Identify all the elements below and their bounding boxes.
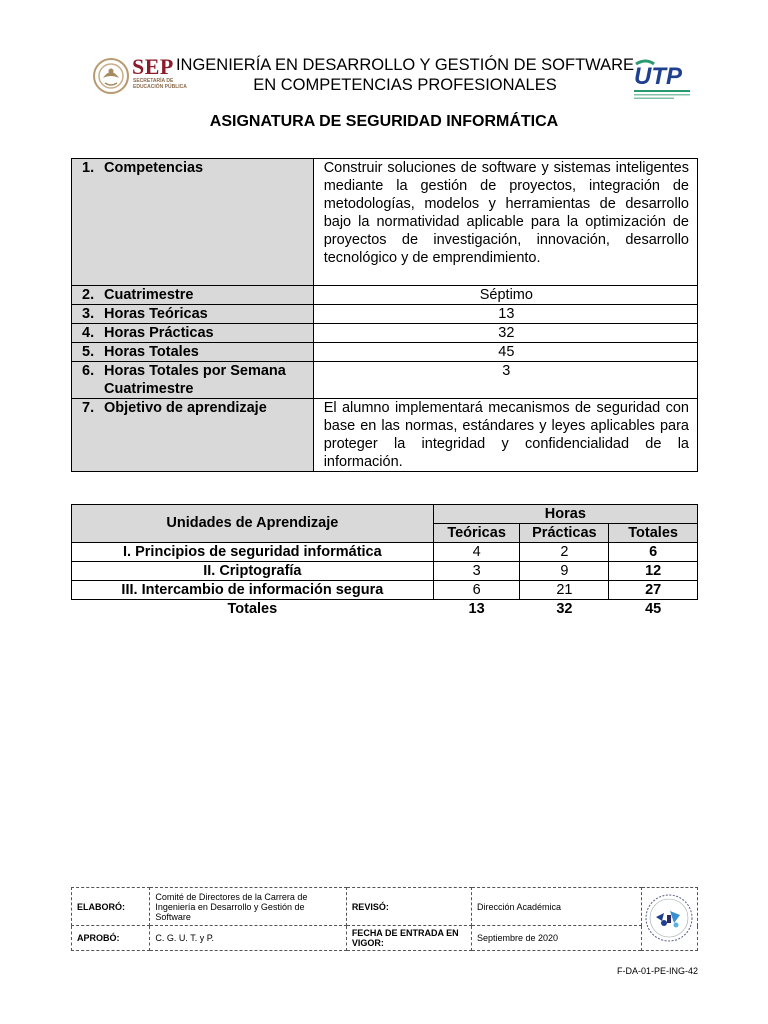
unit-practicas: 2 xyxy=(520,543,609,562)
aprobo-value: C. G. U. T. y P. xyxy=(150,926,346,951)
unit-totales: 12 xyxy=(609,562,698,581)
unit-name: III. Intercambio de información segura xyxy=(72,581,434,600)
program-title-line2: EN COMPETENCIAS PROFESIONALES xyxy=(253,76,557,94)
unit-name: II. Criptografía xyxy=(72,562,434,581)
unit-teoricas: 3 xyxy=(433,562,520,581)
totales-header: Totales xyxy=(609,524,698,543)
horas-teoricas-label xyxy=(72,305,314,324)
table-row xyxy=(72,159,698,286)
item-number: 1. xyxy=(82,160,95,176)
sep-logo-text: SEP xyxy=(132,54,174,79)
subject-info-table xyxy=(71,158,698,472)
cuatrimestre-label xyxy=(72,286,314,305)
unit-totales: 6 xyxy=(609,543,698,562)
program-title xyxy=(160,55,650,95)
institution-seal-icon xyxy=(644,893,694,943)
item-number: 2. xyxy=(82,287,95,303)
item-label: Horas Totales por Semana Cuatrimestre xyxy=(104,363,286,397)
unit-practicas: 9 xyxy=(520,562,609,581)
competencias-label xyxy=(72,159,314,286)
item-label: Objetivo de aprendizaje xyxy=(104,400,267,416)
fecha-label: FECHA DE ENTRADA EN VIGOR: xyxy=(346,926,471,951)
item-label: Horas Prácticas xyxy=(104,325,214,341)
totals-teoricas: 13 xyxy=(468,600,485,617)
table-row xyxy=(72,581,698,600)
reviso-value: Dirección Académica xyxy=(472,888,642,926)
totals-row xyxy=(72,600,698,619)
eagle-seal-icon xyxy=(92,56,130,96)
unit-practicas: 21 xyxy=(520,581,609,600)
learning-units-table xyxy=(71,504,698,618)
table-row xyxy=(72,286,698,305)
unit-totales: 27 xyxy=(609,581,698,600)
subject-title: ASIGNATURA DE SEGURIDAD INFORMÁTICA xyxy=(209,113,559,130)
elaboro-label: ELABORÓ: xyxy=(72,888,150,926)
table-row xyxy=(72,324,698,343)
units-header: Unidades de Aprendizaje xyxy=(72,505,434,543)
document-header xyxy=(0,50,768,110)
program-title-line1: INGENIERÍA EN DESARROLLO Y GESTIÓN DE SOFTWARE xyxy=(175,56,635,74)
item-label: Horas Teóricas xyxy=(104,306,208,322)
horas-teoricas-value: 13 xyxy=(313,305,697,324)
item-number: 4. xyxy=(82,325,95,341)
approval-footer-table xyxy=(71,887,698,951)
sep-logo-subtitle: SECRETARÍA DE EDUCACIÓN PÚBLICA xyxy=(133,78,187,90)
elaboro-value: Comité de Directores de la Carrera de Ingeniería en Desarrollo y Gestión de Software xyxy=(150,888,346,926)
fecha-value: Septiembre de 2020 xyxy=(472,926,642,951)
table-row xyxy=(72,562,698,581)
objetivo-label xyxy=(72,399,314,472)
utp-logo-text: UTP xyxy=(634,63,682,90)
table-row xyxy=(72,343,698,362)
objetivo-value: El alumno implementará mecanismos de seguridad con base en las normas, estándares y leyes aplicables para proteger la integridad y confidencialidad de la información. xyxy=(313,399,697,472)
table-row xyxy=(72,926,698,951)
practicas-header: Prácticas xyxy=(520,524,609,543)
horas-semana-value: 3 xyxy=(313,362,697,399)
aprobo-label: APROBÓ: xyxy=(72,926,150,951)
table-header-row xyxy=(72,505,698,524)
table-row xyxy=(72,362,698,399)
horas-semana-label xyxy=(72,362,314,399)
horas-totales-label xyxy=(72,343,314,362)
item-number: 5. xyxy=(82,344,95,360)
item-label: Competencias xyxy=(104,160,204,176)
item-number: 7. xyxy=(82,400,95,416)
horas-header: Horas xyxy=(433,505,697,524)
table-row xyxy=(72,399,698,472)
item-number: 3. xyxy=(82,306,95,322)
unit-teoricas: 4 xyxy=(433,543,520,562)
item-label: Horas Totales xyxy=(104,344,199,360)
horas-practicas-value: 32 xyxy=(313,324,697,343)
competencias-value: Construir soluciones de software y sistemas inteligentes mediante la gestión de proyectos, integración de metodologías, modelos y herramientas de desarrollo bajo la normatividad aplicable para la optimización de proyectos de investigación, innovación, desarrollo tecnológico y de emprendimiento. xyxy=(313,159,697,286)
footer-logo-cell xyxy=(641,888,697,951)
horas-totales-value: 45 xyxy=(313,343,697,362)
document-id: F-DA-01-PE-ING-42 xyxy=(616,966,698,976)
totals-totales: 45 xyxy=(645,600,662,617)
table-row xyxy=(72,888,698,926)
table-row xyxy=(72,543,698,562)
totals-label: Totales xyxy=(227,600,278,617)
reviso-label: REVISÓ: xyxy=(346,888,471,926)
unit-teoricas: 6 xyxy=(433,581,520,600)
cuatrimestre-value: Séptimo xyxy=(313,286,697,305)
item-label: Cuatrimestre xyxy=(104,287,194,303)
item-number: 6. xyxy=(82,363,95,379)
horas-practicas-label xyxy=(72,324,314,343)
teoricas-header: Teóricas xyxy=(433,524,520,543)
totals-practicas: 32 xyxy=(556,600,573,617)
utp-logo xyxy=(632,58,692,102)
unit-name: I. Principios de seguridad informática xyxy=(72,543,434,562)
table-row xyxy=(72,305,698,324)
